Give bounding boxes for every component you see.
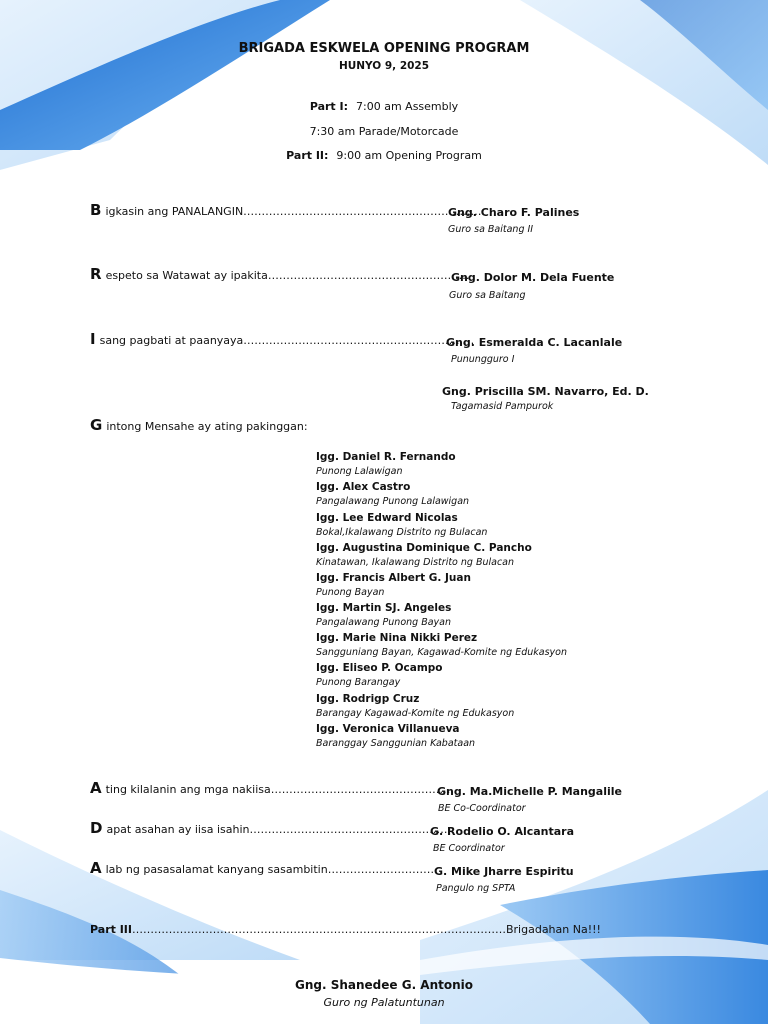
item-text: lab ng pasasalamat kanyang sasambitin………………………… (105, 863, 438, 876)
guest-role: Kinatawan, Ikalawang Distrito ng Bulacan (316, 557, 515, 568)
guest-name: Igg. Eliseo P. Ocampo (316, 662, 443, 674)
item-text: igkasin ang PANALANGIN………………………………………………………… (105, 205, 486, 218)
emcee-role: Guro ng Palatuntunan (323, 996, 445, 1009)
program-item-a (90, 779, 458, 797)
acrostic-letter: A (90, 779, 102, 797)
speaker-role: Tagamasid Pampurok (451, 401, 554, 412)
program-item-i (90, 330, 474, 348)
speaker-name: Gng. Esmeralda C. Lacanlale (446, 336, 623, 349)
program-item-d (90, 819, 451, 837)
program-item-g (90, 416, 308, 434)
program-item-r (90, 265, 469, 283)
guest-name: Igg. Marie Nina Nikki Perez (316, 632, 478, 644)
schedule-text: 7:00 am Assembly (356, 100, 459, 113)
program-item-b (90, 201, 485, 219)
item-text: ting kilalanin ang mga nakiisa…………………………………………… (105, 783, 458, 796)
guest-role: Bokal,Ikalawang Distrito ng Bulacan (316, 527, 488, 538)
guest-name: Igg. Alex Castro (316, 481, 411, 493)
speaker-role: Guro sa Baitang (449, 290, 526, 301)
guest-name: Igg. Martin SJ. Angeles (316, 602, 452, 614)
speaker-role: Punungguro I (451, 354, 515, 365)
speaker-name: Gng. Dolor M. Dela Fuente (451, 271, 615, 284)
speaker-name: Gng. Charo F. Palines (448, 206, 580, 219)
schedule-label: Part I: (309, 100, 349, 113)
part-3-line (90, 923, 601, 936)
part-3-label: Part III (90, 923, 132, 936)
acrostic-letter: B (90, 201, 102, 219)
schedule-part-1 (0, 100, 768, 113)
guest-role: Pangalawang Punong Lalawigan (316, 496, 470, 507)
emcee-name: Gng. Shanedee G. Antonio (294, 978, 474, 992)
guest-name: Igg. Rodrigp Cruz (316, 693, 420, 705)
program-item-a2 (90, 859, 438, 877)
acrostic-letter: I (90, 330, 96, 348)
speaker-name: G. Rodelio O. Alcantara (430, 825, 575, 838)
part-3-dots: ………………………………………………………………………………………… (131, 923, 506, 936)
schedule-parade (0, 125, 768, 138)
guest-role: Punong Barangay (316, 677, 401, 688)
item-text: espeto sa Watawat ay ipakita………………………………………………. (105, 269, 470, 282)
guest-role: Baranggay Sanggunian Kabataan (316, 738, 476, 749)
part-3-text: Brigadahan Na!!! (505, 923, 601, 936)
speaker-name: Gng. Ma.Michelle P. Mangalile (437, 785, 622, 798)
program-title: BRIGADA ESKWELA OPENING PROGRAM (238, 41, 530, 56)
speaker-name: Gng. Priscilla SM. Navarro, Ed. D. (442, 385, 649, 398)
guest-role: Pangalawang Punong Bayan (316, 617, 452, 628)
item-text: sang pagbati at paanyaya……………………………………………………… (99, 334, 475, 347)
guest-name: Igg. Francis Albert G. Juan (316, 572, 471, 584)
acrostic-letter: G (90, 416, 103, 434)
item-text: intong Mensahe ay ating pakinggan: (106, 420, 308, 433)
guest-role: Barangay Kagawad-Komite ng Edukasyon (316, 708, 515, 719)
guest-role: Punong Bayan (316, 587, 385, 598)
speaker-role: Pangulo ng SPTA (436, 883, 516, 894)
speaker-name: G. Mike Jharre Espiritu (434, 865, 574, 878)
schedule-part-2 (0, 149, 768, 162)
schedule-label: Part II: (286, 149, 329, 162)
guest-name: Igg. Veronica Villanueva (316, 723, 460, 735)
guest-name: Igg. Lee Edward Nicolas (316, 512, 458, 524)
guest-role: Sangguniang Bayan, Kagawad-Komite ng Edukasyon (316, 647, 568, 658)
speaker-role: Guro sa Baitang II (448, 224, 534, 235)
guest-role: Punong Lalawigan (316, 466, 403, 477)
acrostic-letter: D (90, 819, 103, 837)
schedule-text: 9:00 am Opening Program (336, 149, 482, 162)
acrostic-letter: A (90, 859, 102, 877)
speaker-role: BE Coordinator (433, 843, 505, 854)
program-date: HUNYO 9, 2025 (338, 60, 430, 72)
guest-name: Igg. Augustina Dominique C. Pancho (316, 542, 532, 554)
speaker-role: BE Co-Coordinator (438, 803, 526, 814)
item-text: apat asahan ay iisa isahin………………………………………………. (106, 823, 451, 836)
guest-name: Igg. Daniel R. Fernando (316, 451, 456, 463)
schedule-text: 7:30 am Parade/Motorcade (309, 125, 459, 138)
acrostic-letter: R (90, 265, 102, 283)
